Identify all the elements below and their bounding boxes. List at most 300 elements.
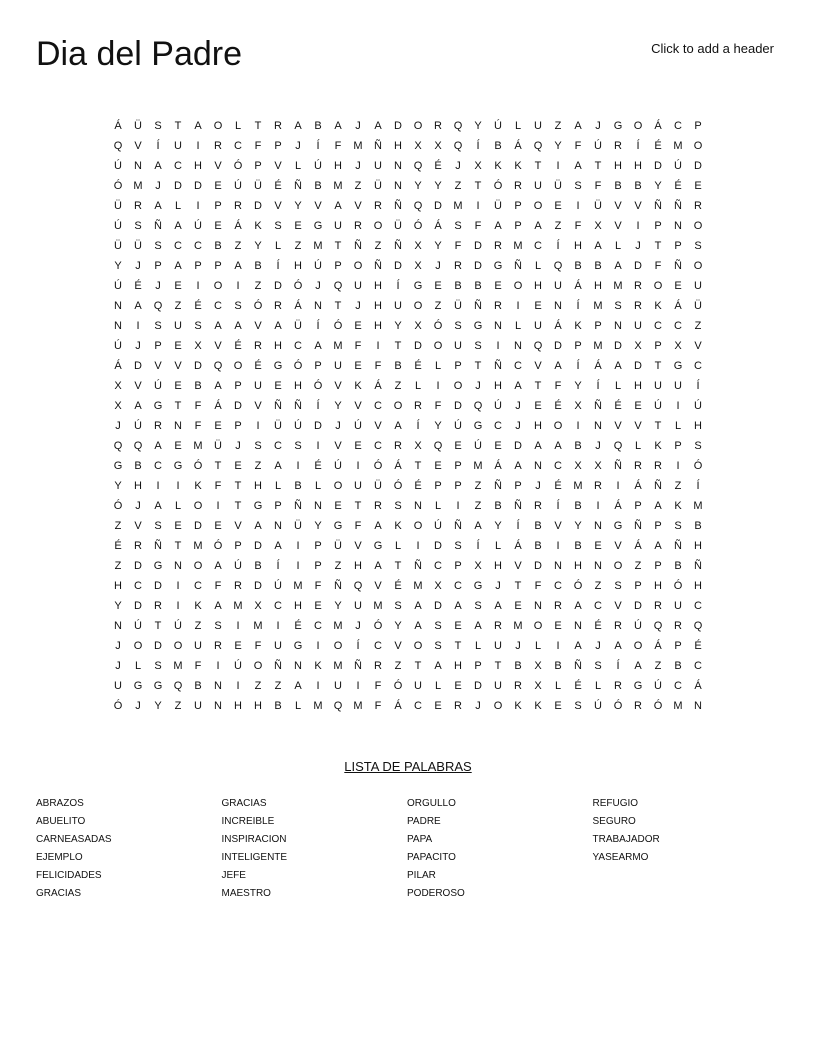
grid-letter: Ñ: [654, 480, 662, 492]
grid-letter: V: [254, 400, 262, 412]
grid-letter: J: [355, 300, 361, 312]
grid-letter: A: [634, 660, 642, 672]
grid-letter: Z: [394, 380, 402, 392]
grid-letter: O: [193, 560, 203, 572]
grid-letter: Ó: [373, 620, 383, 632]
grid-letter: A: [274, 460, 282, 472]
grid-letter: E: [174, 280, 182, 292]
grid-letter: Y: [494, 520, 502, 532]
grid-letter: B: [694, 520, 702, 532]
grid-letter: Ñ: [614, 460, 622, 472]
grid-letter: F: [454, 240, 462, 252]
grid-letter: P: [674, 640, 682, 652]
grid-letter: Ñ: [154, 540, 162, 552]
grid-letter: Ñ: [394, 240, 402, 252]
grid-letter: U: [414, 680, 422, 692]
grid-letter: O: [553, 420, 563, 432]
grid-letter: I: [296, 540, 300, 552]
grid-letter: Y: [114, 600, 122, 612]
grid-letter: É: [194, 300, 202, 312]
grid-letter: S: [474, 340, 482, 352]
grid-letter: B: [674, 560, 682, 572]
grid-letter: F: [374, 360, 382, 372]
grid-letter: É: [294, 620, 302, 632]
grid-letter: E: [594, 540, 602, 552]
grid-letter: J: [335, 420, 341, 432]
grid-letter: S: [154, 660, 162, 672]
grid-letter: P: [274, 140, 282, 152]
grid-letter: Ü: [554, 180, 562, 192]
grid-letter: A: [214, 320, 222, 332]
grid-letter: G: [613, 520, 623, 532]
grid-letter: U: [394, 300, 402, 312]
grid-letter: V: [614, 200, 622, 212]
grid-letter: F: [314, 580, 322, 592]
grid-letter: D: [394, 260, 402, 272]
grid-letter: B: [254, 260, 262, 272]
grid-letter: J: [475, 700, 481, 712]
grid-letter: P: [654, 520, 662, 532]
grid-letter: Ñ: [374, 260, 382, 272]
grid-letter: P: [674, 440, 682, 452]
grid-letter: T: [474, 360, 482, 372]
grid-letter: B: [574, 540, 582, 552]
grid-letter: C: [374, 400, 382, 412]
grid-letter: F: [654, 260, 662, 272]
grid-letter: V: [214, 160, 222, 172]
grid-letter: P: [234, 380, 242, 392]
grid-letter: O: [413, 640, 423, 652]
grid-letter: Á: [114, 360, 122, 372]
grid-letter: Ú: [654, 680, 662, 692]
grid-letter: S: [154, 120, 162, 132]
grid-letter: Ñ: [394, 200, 402, 212]
grid-letter: J: [355, 160, 361, 172]
grid-letter: O: [433, 340, 443, 352]
grid-letter: B: [674, 660, 682, 672]
grid-letter: L: [594, 680, 602, 692]
grid-letter: R: [454, 260, 462, 272]
grid-letter: Ú: [134, 420, 142, 432]
grid-letter: Z: [654, 660, 662, 672]
grid-letter: Y: [434, 420, 442, 432]
grid-letter: R: [514, 180, 522, 192]
grid-letter: I: [376, 340, 380, 352]
grid-letter: Í: [276, 260, 280, 272]
grid-letter: A: [194, 120, 202, 132]
grid-letter: D: [274, 280, 282, 292]
grid-letter: M: [513, 620, 523, 632]
grid-letter: R: [214, 140, 222, 152]
grid-letter: N: [494, 320, 502, 332]
grid-letter: I: [196, 280, 200, 292]
grid-letter: U: [534, 120, 542, 132]
grid-letter: D: [174, 180, 182, 192]
grid-letter: Ó: [113, 700, 123, 712]
grid-letter: L: [674, 420, 682, 432]
grid-letter: A: [334, 120, 342, 132]
grid-letter: R: [254, 340, 262, 352]
grid-letter: V: [554, 520, 562, 532]
grid-letter: S: [274, 220, 282, 232]
grid-letter: E: [694, 180, 702, 192]
grid-letter: Ü: [394, 220, 402, 232]
grid-letter: Í: [476, 140, 480, 152]
grid-letter: O: [173, 640, 183, 652]
grid-letter: Ó: [613, 700, 623, 712]
grid-letter: O: [633, 120, 643, 132]
grid-letter: B: [594, 260, 602, 272]
grid-letter: É: [274, 180, 282, 192]
grid-letter: I: [176, 600, 180, 612]
grid-letter: É: [414, 480, 422, 492]
grid-letter: M: [573, 480, 583, 492]
grid-letter: H: [254, 700, 262, 712]
grid-letter: Q: [693, 620, 703, 632]
grid-letter: P: [654, 220, 662, 232]
grid-letter: G: [173, 460, 183, 472]
grid-letter: Ú: [634, 620, 642, 632]
grid-letter: M: [293, 580, 303, 592]
grid-letter: G: [273, 360, 283, 372]
grid-letter: U: [354, 600, 362, 612]
word-list-item: INSPIRACION: [221, 834, 287, 845]
grid-letter: S: [674, 520, 682, 532]
grid-letter: Ú: [314, 160, 322, 172]
grid-letter: U: [354, 480, 362, 492]
grid-letter: Í: [556, 240, 560, 252]
grid-letter: Z: [634, 560, 642, 572]
grid-letter: L: [434, 680, 442, 692]
grid-letter: K: [394, 520, 402, 532]
grid-letter: P: [514, 480, 522, 492]
grid-letter: D: [254, 200, 262, 212]
word-list-item: SEGURO: [592, 816, 636, 827]
grid-letter: C: [514, 360, 522, 372]
grid-letter: V: [614, 540, 622, 552]
grid-letter: G: [473, 580, 483, 592]
grid-letter: É: [314, 460, 322, 472]
grid-letter: C: [234, 140, 242, 152]
grid-letter: Á: [394, 700, 402, 712]
grid-letter: T: [414, 660, 422, 672]
grid-letter: O: [413, 520, 423, 532]
grid-letter: N: [114, 300, 122, 312]
grid-letter: V: [134, 520, 142, 532]
grid-letter: F: [214, 580, 222, 592]
grid-letter: É: [574, 680, 582, 692]
grid-letter: F: [254, 140, 262, 152]
grid-letter: K: [514, 700, 522, 712]
grid-letter: H: [194, 160, 202, 172]
grid-letter: Q: [533, 140, 543, 152]
grid-letter: L: [614, 240, 622, 252]
grid-letter: Ñ: [514, 260, 522, 272]
grid-letter: O: [613, 560, 623, 572]
grid-letter: L: [534, 260, 542, 272]
grid-letter: P: [674, 240, 682, 252]
grid-letter: Í: [616, 660, 620, 672]
grid-letter: G: [153, 560, 163, 572]
grid-letter: Í: [516, 520, 520, 532]
grid-letter: X: [414, 320, 422, 332]
grid-letter: H: [694, 420, 702, 432]
grid-letter: A: [134, 300, 142, 312]
grid-letter: Z: [554, 120, 562, 132]
grid-letter: Ó: [373, 460, 383, 472]
grid-letter: H: [534, 280, 542, 292]
grid-letter: R: [154, 420, 162, 432]
grid-letter: E: [214, 180, 222, 192]
grid-letter: D: [474, 260, 482, 272]
grid-letter: V: [614, 220, 622, 232]
grid-letter: E: [534, 300, 542, 312]
grid-letter: D: [554, 340, 562, 352]
grid-letter: H: [294, 380, 302, 392]
grid-letter: B: [474, 280, 482, 292]
grid-letter: C: [174, 160, 182, 172]
grid-letter: I: [236, 620, 240, 632]
grid-letter: H: [494, 380, 502, 392]
grid-letter: E: [454, 440, 462, 452]
grid-letter: T: [514, 580, 522, 592]
grid-letter: Ú: [234, 660, 242, 672]
grid-letter: É: [554, 480, 562, 492]
grid-letter: U: [114, 680, 122, 692]
grid-letter: X: [414, 260, 422, 272]
grid-letter: A: [414, 620, 422, 632]
grid-letter: E: [454, 680, 462, 692]
grid-letter: P: [454, 480, 462, 492]
grid-letter: N: [594, 420, 602, 432]
grid-letter: H: [294, 600, 302, 612]
grid-letter: A: [174, 260, 182, 272]
word-list-item: GRACIAS: [36, 888, 82, 899]
grid-letter: Ó: [293, 280, 303, 292]
grid-letter: A: [314, 340, 322, 352]
grid-letter: D: [514, 440, 522, 452]
grid-letter: R: [274, 120, 282, 132]
grid-letter: É: [114, 540, 122, 552]
grid-letter: K: [574, 320, 582, 332]
grid-letter: Ü: [374, 180, 382, 192]
grid-letter: F: [594, 180, 602, 192]
grid-letter: Ú: [494, 400, 502, 412]
grid-letter: R: [554, 600, 562, 612]
grid-letter: P: [234, 540, 242, 552]
grid-letter: N: [394, 180, 402, 192]
grid-letter: N: [174, 560, 182, 572]
grid-letter: V: [214, 340, 222, 352]
grid-letter: A: [574, 600, 582, 612]
grid-letter: V: [374, 580, 382, 592]
grid-letter: D: [154, 640, 162, 652]
grid-letter: Á: [654, 640, 662, 652]
add-header-placeholder[interactable]: Click to add a header: [651, 41, 774, 56]
grid-letter: Ó: [393, 680, 403, 692]
grid-letter: É: [674, 180, 682, 192]
grid-letter: X: [414, 140, 422, 152]
grid-letter: X: [474, 160, 482, 172]
grid-letter: E: [174, 340, 182, 352]
grid-letter: N: [314, 500, 322, 512]
grid-letter: M: [353, 140, 363, 152]
grid-letter: N: [534, 460, 542, 472]
grid-letter: E: [214, 220, 222, 232]
grid-letter: S: [694, 440, 702, 452]
grid-letter: P: [654, 560, 662, 572]
grid-letter: U: [454, 340, 462, 352]
grid-letter: M: [373, 600, 383, 612]
grid-letter: I: [596, 500, 600, 512]
grid-letter: O: [493, 700, 503, 712]
grid-letter: G: [253, 500, 263, 512]
grid-letter: F: [574, 140, 582, 152]
grid-letter: T: [394, 560, 402, 572]
grid-letter: L: [174, 200, 182, 212]
grid-letter: N: [514, 340, 522, 352]
grid-letter: Ü: [134, 240, 142, 252]
grid-letter: J: [155, 180, 161, 192]
grid-letter: N: [214, 700, 222, 712]
grid-letter: L: [514, 320, 522, 332]
grid-letter: S: [454, 220, 462, 232]
grid-letter: Ó: [573, 580, 583, 592]
grid-letter: L: [174, 500, 182, 512]
grid-letter: U: [694, 280, 702, 292]
grid-letter: U: [674, 380, 682, 392]
grid-letter: Z: [174, 700, 182, 712]
grid-letter: V: [694, 340, 702, 352]
grid-letter: Ó: [313, 380, 323, 392]
grid-letter: H: [114, 580, 122, 592]
grid-letter: S: [434, 620, 442, 632]
grid-letter: T: [534, 380, 542, 392]
grid-letter: V: [614, 420, 622, 432]
grid-letter: É: [134, 280, 142, 292]
grid-letter: Ú: [194, 220, 202, 232]
grid-letter: Ú: [654, 400, 662, 412]
grid-letter: F: [194, 660, 202, 672]
grid-letter: E: [334, 500, 342, 512]
grid-letter: A: [414, 600, 422, 612]
grid-letter: Á: [294, 300, 302, 312]
grid-letter: V: [514, 560, 522, 572]
grid-letter: K: [494, 160, 502, 172]
grid-letter: Ú: [694, 400, 702, 412]
grid-letter: Ú: [314, 260, 322, 272]
grid-letter: X: [574, 400, 582, 412]
grid-letter: H: [374, 280, 382, 292]
grid-letter: I: [256, 420, 260, 432]
grid-letter: E: [354, 440, 362, 452]
grid-letter: I: [456, 500, 460, 512]
grid-letter: N: [214, 680, 222, 692]
grid-letter: Ú: [114, 220, 122, 232]
grid-letter: G: [473, 420, 483, 432]
grid-letter: A: [234, 320, 242, 332]
grid-letter: O: [633, 640, 643, 652]
grid-letter: N: [294, 660, 302, 672]
grid-letter: R: [514, 680, 522, 692]
grid-letter: B: [254, 560, 262, 572]
grid-letter: I: [556, 160, 560, 172]
grid-letter: Ú: [234, 180, 242, 192]
grid-letter: Ú: [114, 340, 122, 352]
grid-letter: U: [494, 640, 502, 652]
grid-letter: Ú: [454, 420, 462, 432]
grid-letter: B: [634, 180, 642, 192]
grid-letter: O: [213, 120, 223, 132]
grid-letter: Y: [334, 400, 342, 412]
grid-letter: G: [413, 280, 423, 292]
grid-letter: F: [194, 420, 202, 432]
grid-letter: N: [574, 620, 582, 632]
grid-letter: B: [514, 660, 522, 672]
grid-letter: O: [193, 500, 203, 512]
grid-letter: T: [334, 240, 342, 252]
grid-letter: F: [474, 220, 482, 232]
grid-letter: Q: [333, 700, 343, 712]
grid-letter: Z: [354, 180, 362, 192]
grid-letter: J: [115, 660, 121, 672]
grid-letter: H: [274, 340, 282, 352]
grid-letter: R: [614, 140, 622, 152]
grid-letter: Ó: [113, 180, 123, 192]
grid-letter: L: [314, 480, 322, 492]
grid-letter: A: [574, 120, 582, 132]
grid-letter: O: [333, 480, 343, 492]
grid-letter: F: [374, 700, 382, 712]
grid-letter: Z: [694, 320, 702, 332]
grid-letter: N: [174, 420, 182, 432]
grid-letter: D: [234, 400, 242, 412]
grid-letter: I: [516, 300, 520, 312]
grid-letter: E: [234, 640, 242, 652]
grid-letter: C: [554, 580, 562, 592]
grid-letter: R: [634, 300, 642, 312]
grid-letter: Ú: [474, 440, 482, 452]
grid-letter: Ñ: [294, 180, 302, 192]
grid-letter: I: [316, 680, 320, 692]
grid-letter: A: [654, 500, 662, 512]
grid-letter: Z: [594, 580, 602, 592]
grid-letter: M: [453, 200, 463, 212]
grid-letter: X: [414, 240, 422, 252]
grid-letter: Ú: [334, 460, 342, 472]
grid-letter: R: [494, 300, 502, 312]
grid-letter: Q: [413, 160, 423, 172]
grid-letter: R: [394, 440, 402, 452]
grid-letter: D: [134, 600, 142, 612]
grid-letter: K: [194, 600, 202, 612]
grid-letter: B: [194, 380, 202, 392]
grid-letter: Ñ: [474, 300, 482, 312]
grid-letter: T: [414, 460, 422, 472]
grid-letter: H: [574, 560, 582, 572]
grid-letter: T: [174, 400, 182, 412]
grid-letter: Ü: [214, 440, 222, 452]
word-list-column: [36, 795, 222, 903]
grid-letter: I: [196, 200, 200, 212]
grid-letter: I: [356, 460, 360, 472]
grid-letter: Q: [353, 580, 363, 592]
grid-letter: L: [294, 700, 302, 712]
grid-letter: A: [614, 260, 622, 272]
grid-letter: P: [514, 200, 522, 212]
grid-letter: Y: [254, 240, 262, 252]
grid-letter: Ü: [494, 200, 502, 212]
